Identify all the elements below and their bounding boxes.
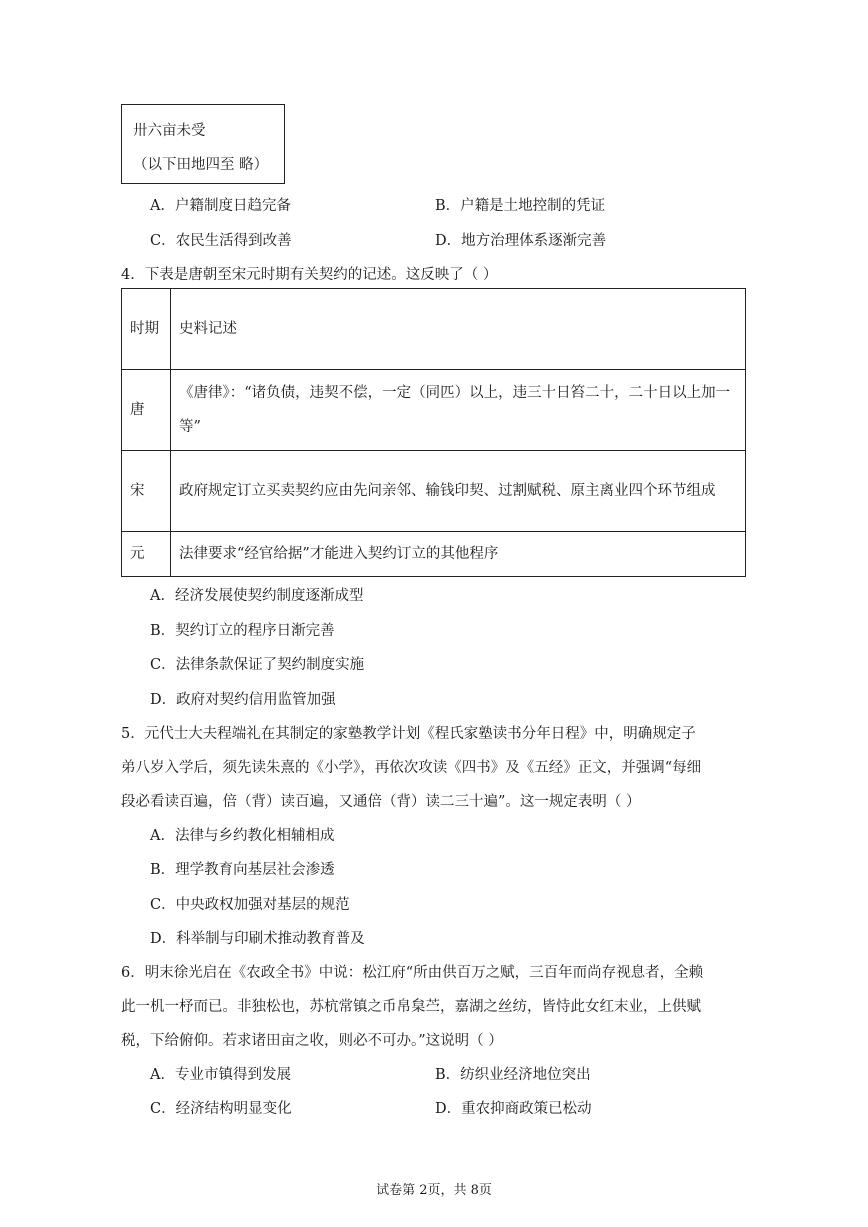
option-letter: B．: [435, 198, 461, 214]
option-d[interactable]: [150, 688, 336, 709]
option-letter: C．: [150, 897, 176, 913]
option-letter: B．: [435, 1067, 461, 1083]
question-6-stem-line: 税，下给俯仰。若求诸田亩之收，则必不可办。”这说明（ ）: [121, 1033, 503, 1049]
option-text: 法律与乡约教化相辅相成: [174, 828, 335, 844]
question-6-stem-line: 此一机一杼而已。非独松也，苏杭常镇之币帛枲苎，嘉湖之丝纺，皆恃此女红末业，上供赋: [121, 999, 701, 1015]
table-header-period: 时期: [122, 289, 171, 370]
option-text: 政府对契约信用监管加强: [176, 692, 336, 708]
option-letter: A．: [150, 588, 175, 604]
option-a[interactable]: [150, 824, 334, 845]
option-c[interactable]: [150, 1097, 292, 1118]
question-5-stem-line: 5．元代士大夫程端礼在其制定的家塾教学计划《程氏家塾读书分年日程》中，明确规定子: [121, 726, 696, 742]
option-a[interactable]: [150, 194, 291, 215]
option-text: 户籍是土地控制的凭证: [460, 198, 606, 214]
option-text: 专业市镇得到发展: [174, 1067, 291, 1083]
table-cell-period: 宋: [122, 451, 171, 532]
option-text: 经济结构明显变化: [175, 1101, 292, 1117]
table-header-record: 史料记述: [171, 289, 746, 370]
option-letter: A．: [150, 828, 175, 844]
option-b[interactable]: [150, 619, 335, 640]
excerpt-line: 卅六亩未受: [133, 123, 206, 139]
table-cell-record: 政府规定订立买卖契约应由先问亲邻、输钱印契、过割赋税、原主离业四个环节组成: [171, 451, 746, 532]
table-cell-period: 唐: [122, 370, 171, 451]
option-text: 科举制与印刷术推动教育普及: [176, 931, 365, 947]
option-letter: A．: [150, 1067, 175, 1083]
question-5-stem-line: 弟八岁入学后，须先读朱熹的《小学》，再依次攻读《四书》及《五经》正文，并强调“每细: [121, 760, 702, 776]
option-text: 纺织业经济地位突出: [460, 1067, 591, 1083]
option-letter: D．: [435, 233, 462, 249]
option-text: 法律条款保证了契约制度实施: [175, 657, 365, 673]
option-c[interactable]: [150, 653, 364, 674]
table-cell-record: 《唐律》：“诸负债，违契不偿，一定（同匹）以上，违三十日笞二十，二十日以上加一等”: [171, 370, 746, 451]
excerpt-line: （以下田地四至 略）: [133, 157, 269, 173]
option-d[interactable]: [435, 229, 606, 250]
question-5-stem-line: 段必看读百遍，倍（背）读百遍，又通倍（背）读二三十遍”。这一规定表明（ ）: [121, 794, 641, 810]
option-letter: D．: [150, 931, 177, 947]
option-text: 契约订立的程序日渐完善: [175, 623, 335, 639]
option-text: 地方治理体系逐渐完善: [461, 233, 607, 249]
question-4-stem: 4．下表是唐朝至宋元时期有关契约的记述。这反映了（ ）: [121, 267, 498, 283]
option-a[interactable]: [150, 584, 363, 605]
document-excerpt-box: [121, 104, 285, 184]
option-letter: C．: [150, 657, 176, 673]
option-letter: C．: [150, 1101, 176, 1117]
option-letter: D．: [150, 692, 177, 708]
question-6-stem-line: 6．明末徐光启在《农政全书》中说：松江府“所由供百万之赋，三百年而尚存视息者，全赖: [121, 965, 704, 981]
option-text: 经济发展使契约制度逐渐成型: [174, 588, 364, 604]
option-text: 理学教育向基层社会渗透: [175, 862, 335, 878]
option-text: 重农抑商政策已松动: [461, 1101, 592, 1117]
option-letter: B．: [150, 623, 176, 639]
option-b[interactable]: [435, 1063, 591, 1084]
option-a[interactable]: [150, 1063, 291, 1084]
option-text: 户籍制度日趋完备: [174, 198, 291, 214]
table-cell-period: 元: [122, 532, 171, 577]
page-footer: 试卷第 2页，共 8页: [376, 1183, 492, 1198]
history-records-table: [121, 288, 746, 577]
option-letter: A．: [150, 198, 175, 214]
option-b[interactable]: [435, 194, 605, 215]
option-d[interactable]: [150, 927, 365, 948]
option-b[interactable]: [150, 858, 335, 879]
table-cell-record: 法律要求“经官给据”才能进入契约订立的其他程序: [171, 532, 746, 577]
option-c[interactable]: [150, 229, 292, 250]
option-letter: D．: [435, 1101, 462, 1117]
option-text: 中央政权加强对基层的规范: [175, 897, 350, 913]
option-letter: C．: [150, 233, 176, 249]
option-c[interactable]: [150, 893, 350, 914]
option-letter: B．: [150, 862, 176, 878]
option-text: 农民生活得到改善: [175, 233, 292, 249]
option-d[interactable]: [435, 1097, 592, 1118]
